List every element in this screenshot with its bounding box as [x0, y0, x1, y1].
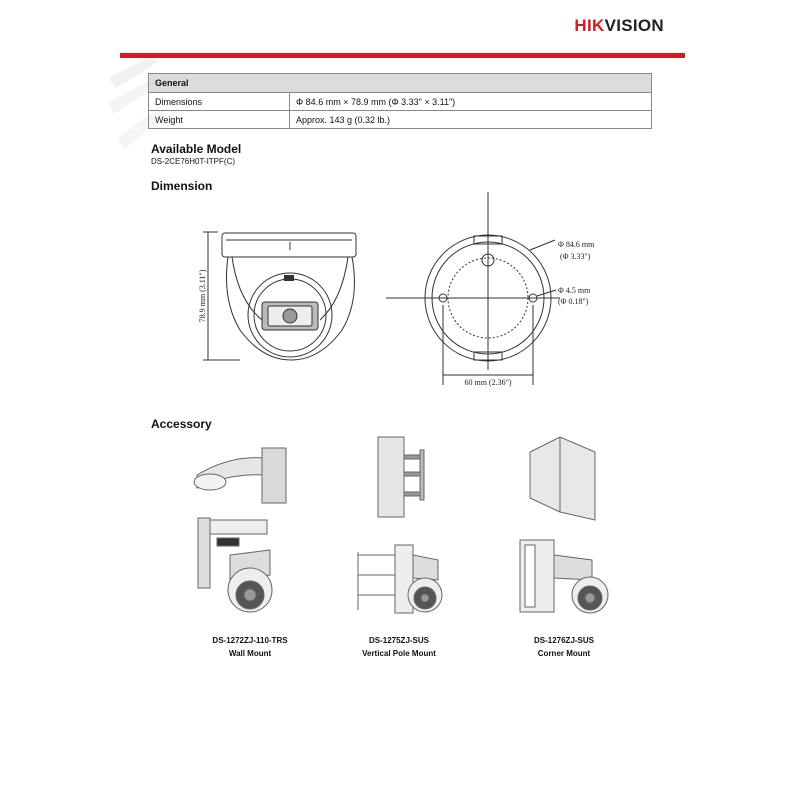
- accessory-name: Corner Mount: [537, 649, 591, 658]
- height-label: 78.9 mm (3.11"): [198, 269, 207, 323]
- diameter-mm-label: Φ 84.6 mm: [558, 240, 595, 249]
- available-model-heading: Available Model: [151, 142, 242, 156]
- spec-label: Weight: [149, 111, 290, 129]
- accessory-model: DS-1275ZJ-SUS: [368, 636, 430, 645]
- accessory-model: DS-1276ZJ-SUS: [533, 636, 595, 645]
- diameter-in-label: (Φ 3.33"): [560, 252, 591, 261]
- spec-section-title: General: [149, 74, 652, 93]
- dimension-heading: Dimension: [151, 179, 213, 193]
- accessory-name: Vertical Pole Mount: [362, 649, 436, 658]
- brand-logo-hik: HIK: [574, 16, 605, 35]
- accessory-name: Wall Mount: [228, 649, 272, 658]
- spec-value: Approx. 143 g (0.32 lb.): [290, 111, 652, 129]
- accessory-model: DS-1272ZJ-110-TRS: [212, 636, 288, 645]
- hole-mm-label: Φ 4.5 mm: [558, 286, 591, 295]
- model-code: DS-2CE76H0T-ITPF(C): [151, 157, 236, 166]
- accessory-item: [479, 634, 649, 660]
- accessory-heading: Accessory: [151, 417, 212, 431]
- spacing-label: 60 mm (2.36"): [464, 378, 512, 387]
- hole-in-label: (Φ 0.18"): [558, 297, 589, 306]
- spec-label: Dimensions: [149, 93, 290, 111]
- spec-value: Φ 84.6 mm × 78.9 mm (Φ 3.33" × 3.11"): [290, 93, 652, 111]
- brand-logo-vision: VISION: [604, 16, 664, 35]
